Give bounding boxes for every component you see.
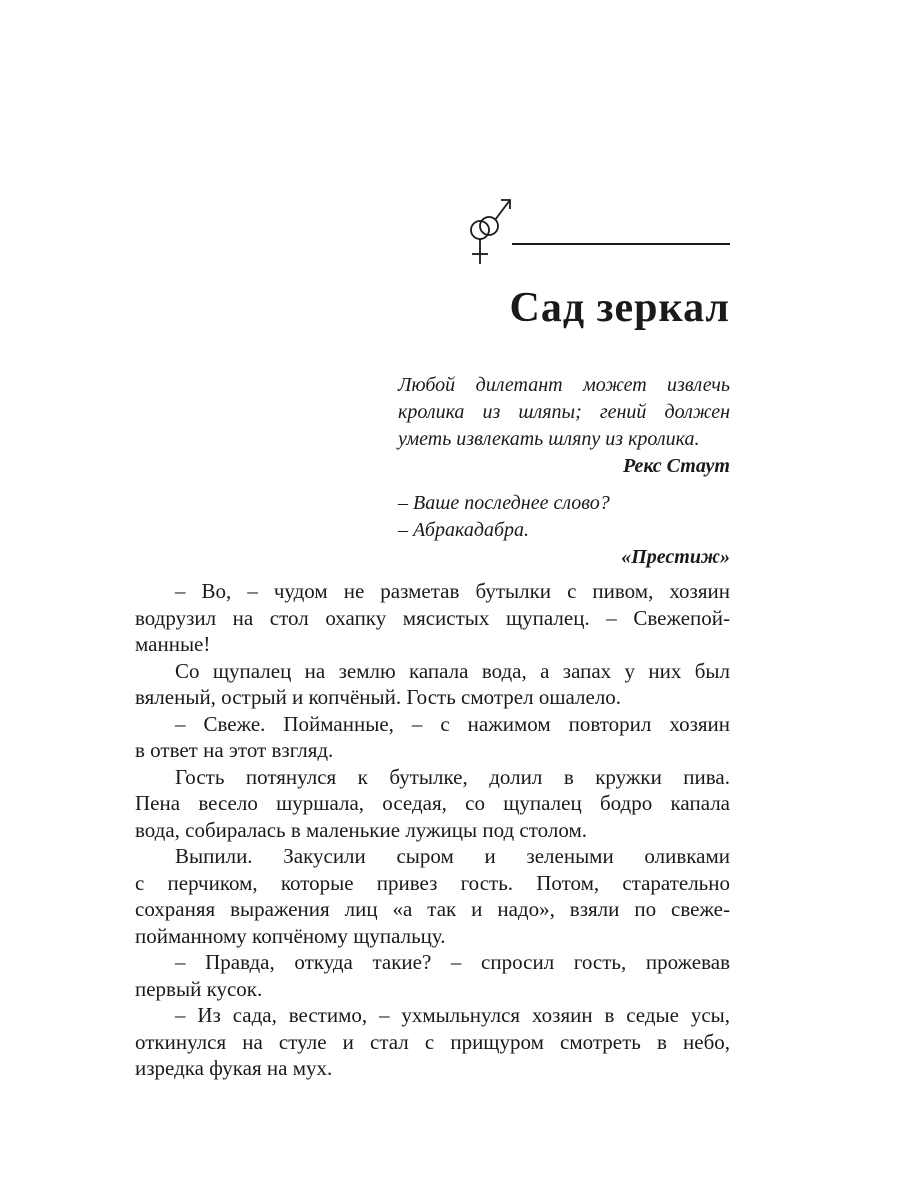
- epigraph-2-author: «Престиж»: [621, 546, 730, 568]
- epigraph-1-line: уметь извлекать шляпу из кролика.: [398, 428, 700, 450]
- text-line: Пена весело шуршала, оседая, со щупалец бодро капала: [135, 791, 730, 815]
- text-line: манные!: [135, 632, 211, 656]
- text-line: Со щупалец на землю капала вода, а запах у них был: [175, 658, 730, 683]
- epigraph-2-line: – Ваше последнее слово?: [398, 492, 610, 514]
- text-line: сохраняя выражения лиц «а так и надо», взяли по свеже-: [135, 897, 730, 921]
- epigraph-1-line: кролика из шляпы; гений должен: [398, 401, 730, 423]
- text-line: Гость потянулся к бутылке, долил в кружки пива.: [175, 764, 730, 789]
- epigraph-1: [398, 372, 730, 480]
- text-line: в ответ на этот взгляд.: [135, 738, 334, 762]
- text-line: водрузил на стол охапку мясистых щупалец. – Свежепой-: [135, 605, 730, 630]
- text-line: – Правда, откуда такие? – спросил гость, прожевав: [175, 950, 730, 974]
- epigraph-2: [398, 490, 730, 571]
- gender-symbols-icon: [466, 188, 530, 268]
- text-line: с перчиком, которые привез гость. Потом, старательно: [135, 870, 730, 895]
- text-line: изредка фукая на мух.: [135, 1056, 333, 1080]
- epigraph-2-line: – Абракадабра.: [398, 519, 530, 541]
- text-line: первый кусок.: [135, 976, 263, 1001]
- text-line: Выпили. Закусили сыром и зелеными оливками: [175, 844, 730, 868]
- text-line: вяленый, острый и копчёный. Гость смотрел ошалело.: [135, 685, 622, 709]
- chapter-title-rule: [512, 243, 730, 245]
- epigraph-1-line: Любой дилетант может извлечь: [398, 374, 730, 396]
- text-line: – Из сада, вестимо, – ухмыльнулся хозяин в седые усы,: [175, 1003, 730, 1027]
- epigraph-1-author: Рекс Стаут: [623, 455, 730, 477]
- chapter-body-text: [135, 578, 730, 1082]
- text-line: – Во, – чудом не разметав бутылки с пивом, хозяин: [175, 579, 730, 603]
- text-line: – Свеже. Пойманные, – с нажимом повторил хозяин: [175, 711, 730, 736]
- chapter-title: Сад зеркал: [509, 285, 730, 331]
- text-line: откинулся на стуле и стал с прищуром смотреть в небо,: [135, 1029, 730, 1054]
- text-line: пойманному копчёному щупальцу.: [135, 923, 446, 948]
- text-line: вода, собиралась в маленькие лужицы под столом.: [135, 817, 587, 842]
